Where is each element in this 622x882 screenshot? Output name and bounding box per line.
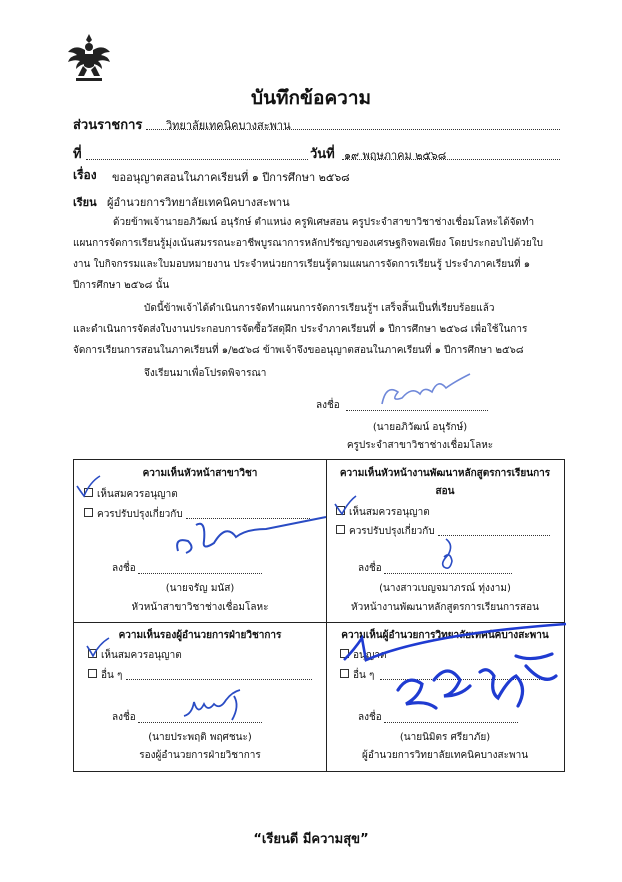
agency-value: วิทยาลัยเทคนิคบางสะพาน xyxy=(166,119,291,132)
box-tl-checkmark xyxy=(74,474,104,502)
ref-label: ที่ xyxy=(73,147,82,162)
box-tr-sign-label: ลงชื่อ xyxy=(358,563,382,574)
paragraph-1-line-4: ปีการศึกษา ๒๕๖๘ นั้น xyxy=(73,280,170,291)
signer-signature xyxy=(376,372,476,416)
agency-label: ส่วนราชการ xyxy=(73,118,143,133)
closing-text: จึงเรียนมาเพื่อโปรดพิจารณา xyxy=(144,368,267,379)
box-tl-sign-label: ลงชื่อ xyxy=(112,563,136,574)
signer-name: (นายอภิวัฒน์ อนุรักษ์) xyxy=(372,422,468,433)
box-tr-title-line-2: สอน xyxy=(435,486,455,497)
signer-sign-label: ลงชื่อ xyxy=(316,400,340,411)
paragraph-1-line-2: แผนการจัดการเรียนรู้มุ่งเน้นสมรรถนะอาชีพบูรณาการหลักปรัชญาของเศรษฐกิจพอเพียง โดยประกอบไปด้วยใบ xyxy=(73,238,543,249)
box-bl-option-1[interactable]: เห็นสมควรอนุญาต xyxy=(88,648,182,663)
paragraph-2-line-2: และดำเนินการจัดส่งใบงานประกอบการจัดซื้อวัสดุฝึก ประจำภาคเรียนที่ ๑ ปีการศึกษา ๒๕๖๘ เพื่อใช้ในการ xyxy=(73,324,528,335)
box-bl-title: ความเห็นรองผู้อำนวยการฝ่ายวิชาการ xyxy=(118,630,282,641)
to-value: ผู้อำนวยการวิทยาลัยเทคนิคบางสะพาน xyxy=(107,196,290,209)
box-tl-position: หัวหน้าสาขาวิชาช่างเชื่อมโลหะ xyxy=(131,602,269,613)
box-tr-position: หัวหน้างานพัฒนาหลักสูตรการเรียนการสอน xyxy=(351,602,539,613)
box-bl-option-2-line xyxy=(126,679,312,680)
box-tl-signature xyxy=(168,503,338,567)
box-tl-option-1[interactable]: เห็นสมควรอนุญาต xyxy=(84,487,178,502)
to-label: เรียน xyxy=(73,196,97,209)
paragraph-2-line-3: จัดการเรียนการสอนในภาคเรียนที่ ๑/๒๕๖๘ ข้าพเจ้าจึงขออนุญาตสอนในภาคเรียนที่ ๑ ปีการศึกษา ๒๕๖๘ xyxy=(73,345,524,356)
subject-label: เรื่อง xyxy=(73,168,97,182)
paragraph-1-line-3: งาน ใบกิจกรรมและใบมอบหมายงาน ประจำหน่วยการเรียนรู้ตามแผนการจัดการเรียนรู้ ประจำภาคเรียนที่ ๑ xyxy=(73,259,531,270)
checkbox[interactable] xyxy=(88,669,97,678)
footer-motto: “เรียนดี มีความสุข” xyxy=(253,832,369,847)
box-tr-option-1[interactable]: เห็นสมควรอนุญาต xyxy=(336,505,430,520)
box-tl-sign-line xyxy=(138,573,262,574)
box-bl-signature xyxy=(180,688,250,728)
box-br-option-2[interactable]: อื่น ๆ xyxy=(340,668,374,683)
box-bl-sign-label: ลงชื่อ xyxy=(112,712,136,723)
paragraph-1-line-1: ด้วยข้าพเจ้านายอภิวัฒน์ อนุรักษ์ ตำแหน่ง ครูพิเศษสอน ครูประจำสาขาวิชาช่างเชื่อมโลหะได้จัดทำ xyxy=(113,217,535,228)
box-tl-title: ความเห็นหัวหน้าสาขาวิชา xyxy=(142,468,258,479)
paragraph-2-line-1: บัดนี้ข้าพเจ้าได้ดำเนินการจัดทำแผนการจัดการเรียนรู้ฯ เสร็จสิ้นเป็นที่เรียบร้อยแล้ว xyxy=(144,303,495,314)
box-tr-name: (นางสาวเบญจมาภรณ์ ทุ่งงาม) xyxy=(379,583,511,594)
box-bl-option-2[interactable]: อื่น ๆ xyxy=(88,668,122,683)
box-br-position: ผู้อำนวยการวิทยาลัยเทคนิคบางสะพาน xyxy=(361,750,529,761)
date-value: ๑๙ พฤษภาคม ๒๕๖๘ xyxy=(344,149,447,162)
subject-value: ขออนุญาตสอนในภาคเรียนที่ ๑ ปีการศึกษา ๒๕๖๘ xyxy=(112,171,350,184)
box-tl-name: (นายจรัญ มนัส) xyxy=(165,583,235,594)
box-tr-checkmark xyxy=(332,494,360,520)
box-br-title: ความเห็นผู้อำนวยการวิทยาลัยเทคนิคบางสะพาน xyxy=(341,630,549,641)
signer-position: ครูประจำสาขาวิชาช่างเชื่อมโลหะ xyxy=(346,440,494,451)
box-bl-name: (นายประพฤติ พฤศชนะ) xyxy=(148,732,252,743)
box-bl-checkmark xyxy=(84,636,112,662)
box-br-name: (นายนิมิตร ศรียาภัย) xyxy=(399,732,491,743)
ref-underline xyxy=(86,159,308,160)
box-tr-title-line-1: ความเห็นหัวหน้างานพัฒนาหลักสูตรการเรียนการ xyxy=(339,468,551,479)
box-tr-signature xyxy=(434,535,460,577)
box-tl-option-2[interactable]: ควรปรับปรุงเกี่ยวกับ xyxy=(84,507,183,522)
box-br-option-1[interactable]: อนุญาต xyxy=(340,648,386,663)
box-tr-option-2[interactable]: ควรปรับปรุงเกี่ยวกับ xyxy=(336,524,435,539)
checkbox[interactable] xyxy=(84,508,93,517)
box-br-signature xyxy=(392,650,562,724)
garuda-emblem xyxy=(66,32,112,86)
box-br-sign-label: ลงชื่อ xyxy=(358,712,382,723)
date-label: วันที่ xyxy=(310,147,335,162)
box-bl-position: รองผู้อำนวยการฝ่ายวิชาการ xyxy=(139,750,261,761)
memo-heading: บันทึกข้อความ xyxy=(250,87,372,109)
checkbox[interactable] xyxy=(336,525,345,534)
